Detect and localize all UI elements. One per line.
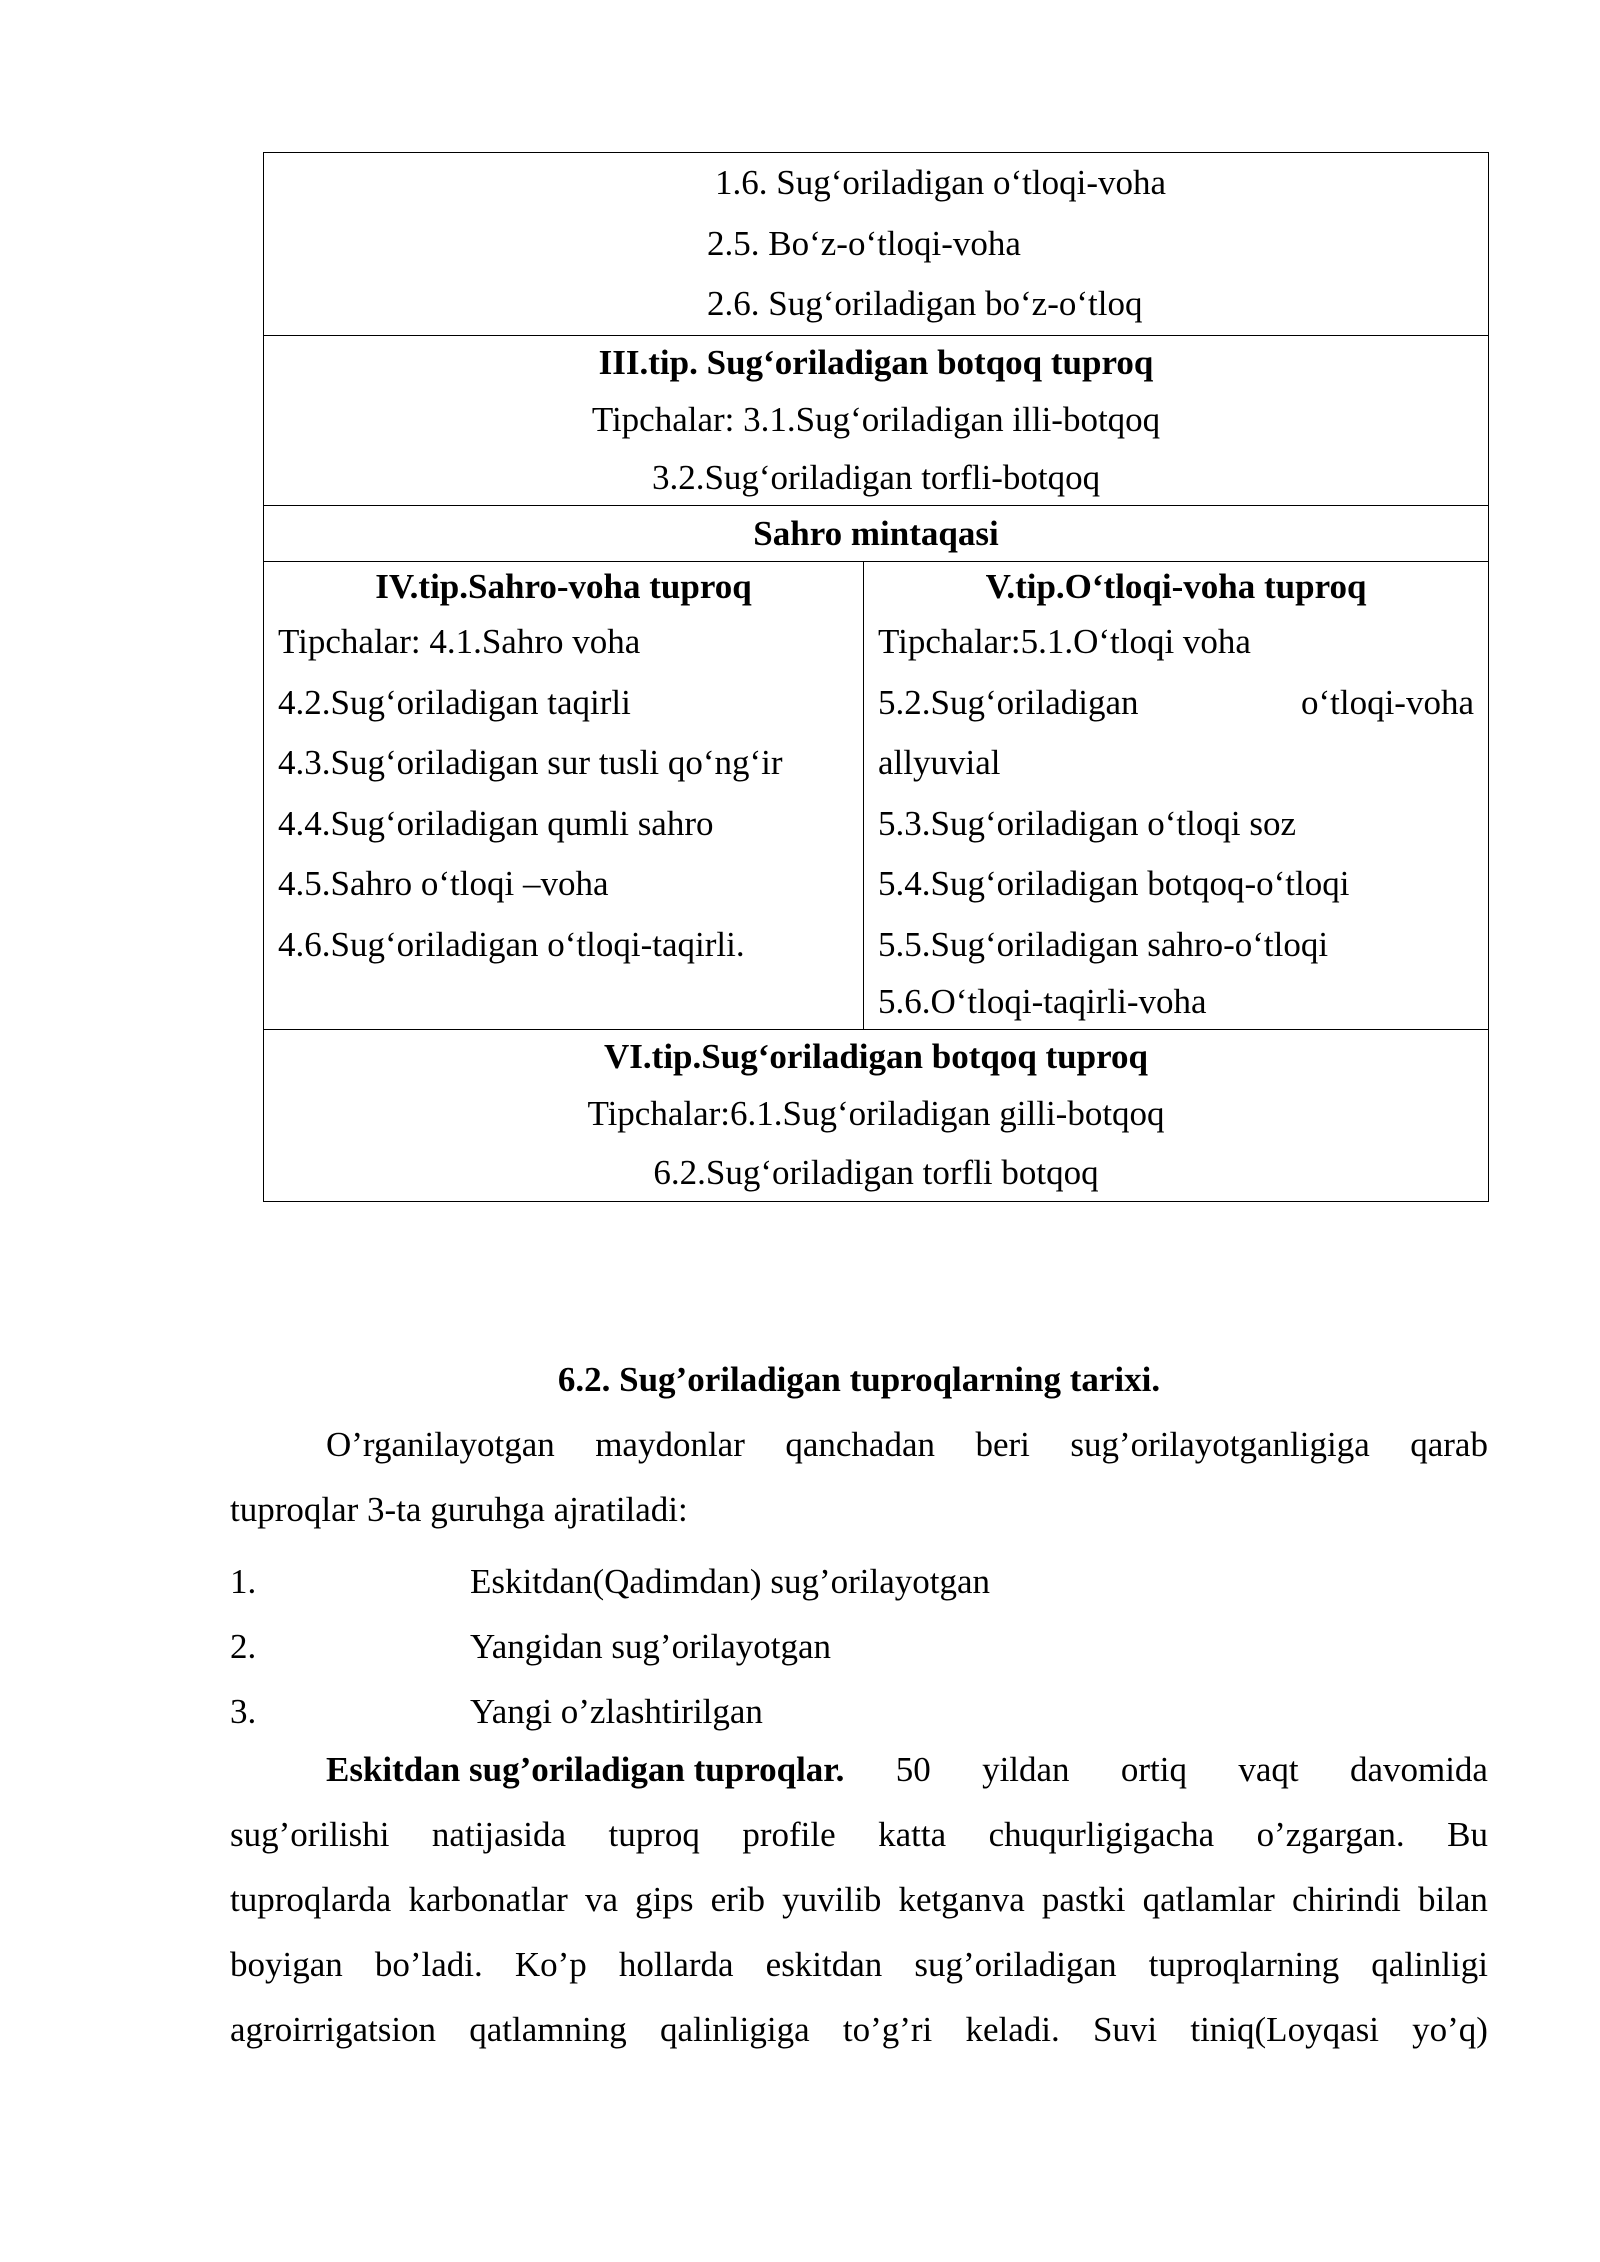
word: qarab <box>1410 1425 1488 1464</box>
word: O’rganilayotgan <box>326 1425 555 1464</box>
word: davomida <box>1349 1750 1488 1789</box>
word: yo’q) <box>1412 2010 1488 2049</box>
word: gips <box>635 1880 694 1919</box>
zone-cell <box>264 506 1489 562</box>
table-row <box>264 1030 1489 1202</box>
table-line <box>864 673 1488 734</box>
word: natijasida <box>431 1815 567 1854</box>
table-line: 5.5.Sug‘oriladigan sahro-o‘tloqi <box>878 924 1329 964</box>
table-line: 5.4.Sug‘oriladigan botqoq-o‘tloqi <box>878 864 1350 903</box>
bold-lead: Eskitdan sug’oriladigan tuproqlar. <box>326 1750 845 1789</box>
paragraph-line <box>230 1997 1488 2062</box>
zone-title: Sahro mintaqasi <box>753 514 999 553</box>
list-number: 2. <box>230 1627 257 1666</box>
type5-title: V.tip.O‘tloqi-voha tuproq <box>985 567 1367 606</box>
history-paragraph <box>230 1737 1488 2062</box>
table-line: Tipchalar:5.1.O‘tloqi voha <box>878 622 1251 661</box>
table-line-part: 5.2.Sug‘oriladigan <box>878 682 1139 722</box>
type6-cell <box>264 1030 1489 1202</box>
word: profile <box>742 1815 836 1854</box>
word: boyigan <box>230 1945 343 1984</box>
table-row <box>264 153 1489 336</box>
word: chuqurligigacha <box>988 1815 1215 1854</box>
word: erib <box>710 1880 766 1919</box>
paragraph-line: tuproqlar 3-ta guruhga ajratiladi: <box>230 1490 688 1529</box>
list-text: Eskitdan(Qadimdan) sug’orilayotgan <box>470 1562 991 1601</box>
table-line: Tipchalar: 4.1.Sahro voha <box>278 622 641 661</box>
type5-cell <box>864 562 1489 1030</box>
word: tuproqlarning <box>1148 1945 1340 1984</box>
table-row <box>264 562 1489 1030</box>
table-line: 6.2.Sug‘oriladigan torfli botqoq <box>653 1152 1099 1192</box>
list-text: Yangidan sug’orilayotgan <box>470 1627 831 1666</box>
list-number: 3. <box>230 1692 257 1731</box>
table-line: 2.5. Bo‘z-o‘tloqi-voha <box>707 223 1021 263</box>
list-number: 1. <box>230 1562 257 1601</box>
word: sug’oriladigan <box>914 1945 1117 1984</box>
table-line: 4.5.Sahro o‘tloqi –voha <box>278 864 609 903</box>
word: Suvi <box>1092 2010 1158 2049</box>
table-line: 4.2.Sug‘oriladigan taqirli <box>278 682 631 722</box>
word: katta <box>878 1815 947 1854</box>
word: beri <box>975 1425 1030 1464</box>
word: sug’orilishi <box>230 1815 390 1854</box>
word: va <box>584 1880 618 1919</box>
word: to’g’ri <box>842 2010 933 2049</box>
list-text: Yangi o’zlashtirilgan <box>470 1692 763 1731</box>
table-line: 4.3.Sug‘oriladigan sur tusli qo‘ng‘ir <box>278 743 783 782</box>
word: maydonlar <box>595 1425 745 1464</box>
table-line-part: o‘tloqi-voha <box>1300 682 1475 722</box>
type3-cell <box>264 335 1489 506</box>
word: tuproqlarda <box>230 1880 392 1919</box>
type3-title: III.tip. Sug‘oriladigan botqoq tuproq <box>598 342 1154 382</box>
word: yuvilib <box>782 1880 882 1919</box>
table-line: 5.3.Sug‘oriladigan o‘tloqi soz <box>878 803 1297 843</box>
table-line: 3.2.Sug‘oriladigan torfli-botqoq <box>651 458 1101 497</box>
word: Ko’p <box>514 1945 587 1984</box>
word: vaqt <box>1238 1750 1299 1789</box>
word: pastki <box>1041 1880 1126 1919</box>
word: ortiq <box>1120 1750 1187 1789</box>
table-line: 2.6. Sug‘oriladigan bo‘z-o‘tloq <box>707 284 1143 323</box>
table-line: Tipchalar: 3.1.Sug‘oriladigan illi-botqoq <box>591 399 1161 439</box>
word: qatlamning <box>469 2010 627 2049</box>
paragraph-line <box>230 1802 1488 1867</box>
word: qalinligiga <box>659 2010 810 2049</box>
table-line: 5.6.O‘tloqi-taqirli-voha <box>878 982 1207 1021</box>
word: eskitdan <box>765 1945 883 1984</box>
word: keladi. <box>965 2010 1060 2049</box>
word: yildan <box>982 1750 1070 1789</box>
type6-title: VI.tip.Sug‘oriladigan botqoq tuproq <box>604 1037 1148 1076</box>
word: karbonatlar <box>408 1880 568 1919</box>
paragraph-line <box>230 1932 1488 1997</box>
word: chirindi <box>1291 1880 1401 1919</box>
table-line: 1.6. Sug‘oriladigan o‘tloqi-voha <box>715 163 1167 202</box>
table-line: 4.6.Sug‘oriladigan o‘tloqi-taqirli. <box>278 924 745 964</box>
word: qanchadan <box>785 1425 935 1464</box>
section-heading: 6.2. Sug’oriladigan tuproqlarning tarixi. <box>557 1360 1161 1399</box>
word: hollarda <box>618 1945 734 1984</box>
table-line: allyuvial <box>878 743 1001 782</box>
word: Bu <box>1447 1815 1488 1854</box>
word: sug’orilayotganligiga <box>1070 1425 1370 1464</box>
type4-cell <box>264 562 864 1030</box>
word: bo’ladi. <box>374 1945 483 1984</box>
word: qalinligi <box>1371 1945 1488 1984</box>
word: bilan <box>1417 1880 1488 1919</box>
paragraph-line <box>230 1412 1488 1477</box>
word: o’zgargan. <box>1256 1815 1405 1854</box>
soil-classification-table <box>263 152 1489 1202</box>
word: qatlamlar <box>1142 1880 1275 1919</box>
word: tiniq(Loyqasi <box>1190 2010 1379 2049</box>
word: ketganva <box>898 1880 1025 1919</box>
table-line: Tipchalar:6.1.Sug‘oriladigan gilli-botqoq <box>587 1094 1165 1133</box>
table-line: 4.4.Sug‘oriladigan qumli sahro <box>278 803 714 843</box>
table-row <box>264 506 1489 562</box>
table-row <box>264 335 1489 506</box>
word: tuproq <box>608 1815 700 1854</box>
paragraph-line <box>230 1737 1488 1802</box>
top-cell <box>264 153 1489 336</box>
type4-title: IV.tip.Sahro-voha tuproq <box>375 567 752 606</box>
word: 50 <box>895 1750 931 1789</box>
intro-paragraph <box>230 1412 1488 1542</box>
paragraph-line <box>230 1867 1488 1932</box>
word: agroirrigatsion <box>230 2010 437 2049</box>
